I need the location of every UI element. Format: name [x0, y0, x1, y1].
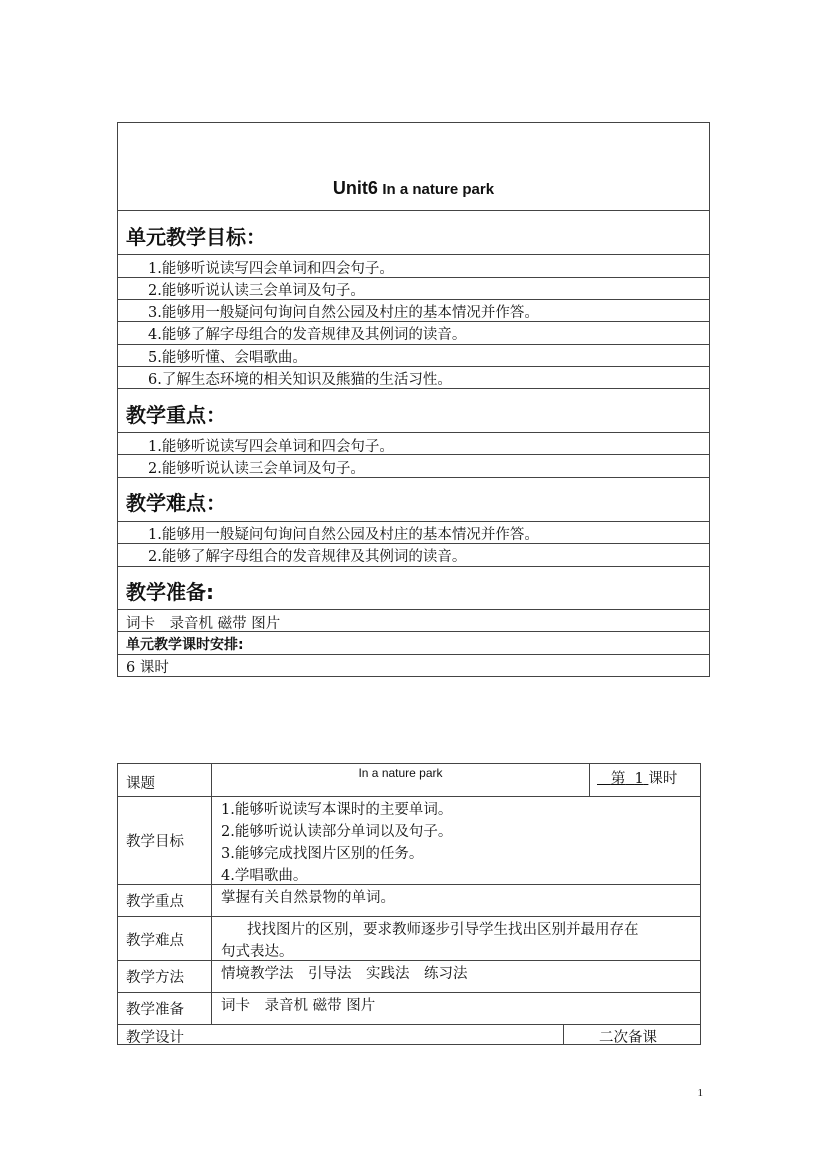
key-points-heading: 教学重点： [126, 403, 226, 427]
divider [118, 321, 709, 322]
difficult-value-line1: 找找图片的区别，要求教师逐步引导学生找出区别并最用存在 [247, 922, 639, 938]
objective-item: 4.学唱歌曲。 [221, 868, 308, 884]
divider [118, 521, 709, 522]
key-value: 掌握有关自然景物的单词。 [221, 890, 395, 906]
topic-label: 课题 [126, 776, 155, 792]
goal-item: 3.能够用一般疑问句询问自然公园及村庄的基本情况并作答。 [148, 305, 539, 321]
key-point-item: 2.能够听说认读三会单词及句子。 [148, 461, 365, 477]
column-divider [589, 764, 590, 796]
divider [118, 366, 709, 367]
goal-item: 5.能够听懂、会唱歌曲。 [148, 350, 307, 366]
column-divider [211, 764, 212, 1024]
unit-title-sub: In a nature park [382, 181, 495, 198]
objective-item: 2.能够听说认读部分单词以及句子。 [221, 824, 453, 840]
unit-title [118, 178, 709, 199]
divider [118, 277, 709, 278]
divider [118, 654, 709, 655]
divider [118, 344, 709, 345]
objectives-label: 教学目标 [126, 834, 184, 850]
divider [118, 796, 700, 797]
key-point-item: 1.能够听说读写四会单词和四会句子。 [148, 439, 394, 455]
unit-title-main: Unit6 [332, 178, 378, 198]
difficult-point-item: 1.能够用一般疑问句询问自然公园及村庄的基本情况并作答。 [148, 527, 539, 543]
divider [118, 916, 700, 917]
difficult-points-heading: 教学难点： [126, 491, 226, 515]
divider [118, 299, 709, 300]
divider [118, 960, 700, 961]
divider [118, 543, 709, 544]
divider [118, 477, 709, 478]
goal-item: 6.了解生态环境的相关知识及熊猫的生活习性。 [148, 372, 452, 388]
divider [118, 388, 709, 389]
design-label: 教学设计 [126, 1030, 184, 1046]
prep-value: 词卡 录音机 磁带 图片 [221, 998, 376, 1014]
key-label: 教学重点 [126, 894, 184, 910]
divider [118, 609, 709, 610]
method-value: 情境教学法 引导法 实践法 练习法 [221, 966, 468, 982]
difficult-value-line2: 句式表达。 [221, 944, 294, 960]
prep-label: 教学准备 [126, 1002, 184, 1018]
lesson-no: 1 [634, 771, 644, 787]
divider [118, 566, 709, 567]
preparation-heading: 教学准备: [126, 580, 214, 604]
divider [118, 432, 709, 433]
second-prep-label: 二次备课 [599, 1030, 657, 1046]
lesson-no-prefix: 第 [610, 771, 626, 787]
goal-item: 1.能够听说读写四会单词和四会句子。 [148, 261, 394, 277]
schedule-heading: 单元教学课时安排: [126, 637, 244, 653]
preparation-text: 词卡 录音机 磁带 图片 [126, 616, 281, 632]
lesson-number [597, 767, 677, 788]
divider [118, 254, 709, 255]
divider [118, 210, 709, 211]
divider [118, 454, 709, 455]
goal-item: 4.能够了解字母组合的发音规律及其例词的读音。 [148, 327, 467, 343]
lesson-no-suffix: 课时 [648, 771, 678, 787]
lesson-plan-table [117, 763, 701, 1045]
difficult-label: 教学难点 [126, 933, 184, 949]
method-label: 教学方法 [126, 970, 184, 986]
difficult-point-item: 2.能够了解字母组合的发音规律及其例词的读音。 [148, 549, 467, 565]
divider [118, 992, 700, 993]
goals-heading: 单元教学目标： [126, 225, 266, 249]
divider [118, 1024, 700, 1025]
topic-value: In a nature park [358, 766, 443, 780]
goal-item: 2.能够听说认读三会单词及句子。 [148, 283, 365, 299]
schedule-text: 6 课时 [126, 660, 169, 676]
column-divider [563, 1024, 564, 1044]
objective-item: 1.能够听说读写本课时的主要单词。 [221, 802, 453, 818]
objective-item: 3.能够完成找图片区别的任务。 [221, 846, 424, 862]
unit-plan-table [117, 122, 710, 677]
page-number: 1 [697, 1087, 703, 1099]
divider [118, 631, 709, 632]
divider [118, 884, 700, 885]
